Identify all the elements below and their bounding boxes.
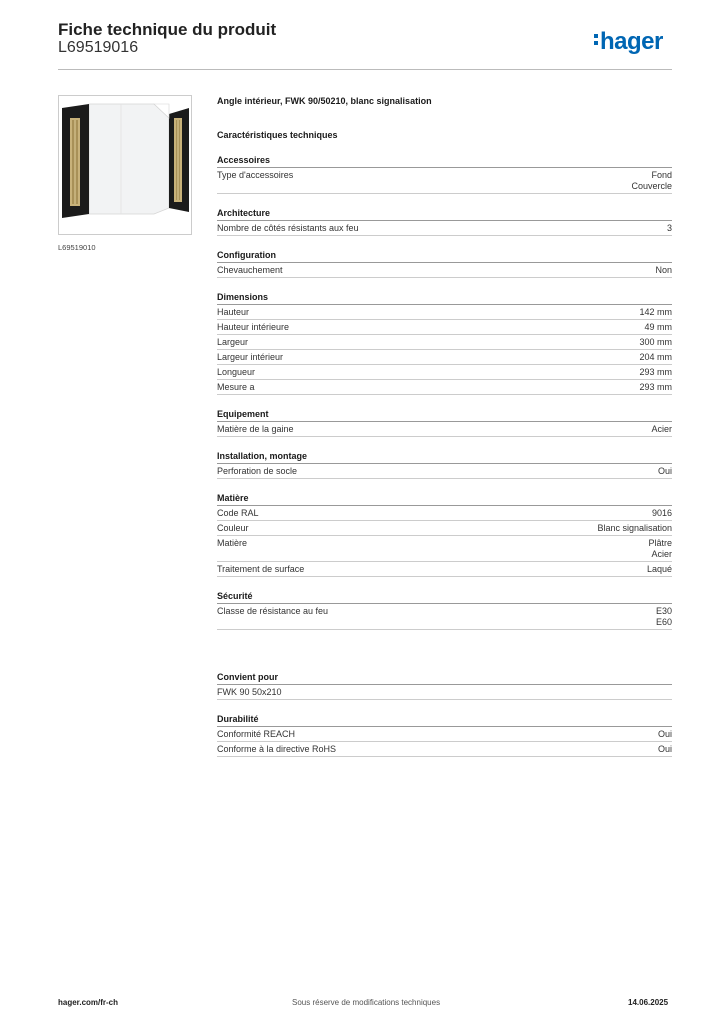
spec-value-line: 293 mm xyxy=(639,382,672,392)
extra-spec-groups xyxy=(217,671,672,757)
spec-label: Classe de résistance au feu xyxy=(217,606,329,616)
spec-value xyxy=(639,352,672,363)
spec-label: Matière de la gaine xyxy=(217,424,294,434)
group-heading: Sécurité xyxy=(217,590,672,604)
spec-row xyxy=(217,727,672,742)
spec-value xyxy=(639,307,672,318)
spec-value xyxy=(648,538,672,560)
product-code: L69519016 xyxy=(58,39,139,56)
spec-label: Traitement de surface xyxy=(217,564,305,574)
spec-label: Type d'accessoires xyxy=(217,170,294,180)
spacer xyxy=(217,630,672,658)
spec-value-line: 49 mm xyxy=(644,322,672,332)
spec-label: Hauteur xyxy=(217,307,250,317)
spec-group xyxy=(217,450,672,479)
spec-row xyxy=(217,168,672,194)
spec-row xyxy=(217,464,672,479)
product-illustration xyxy=(59,96,191,234)
spec-row xyxy=(217,422,672,437)
spec-row xyxy=(217,335,672,350)
spec-row xyxy=(217,742,672,757)
product-title: Angle intérieur, FWK 90/50210, blanc signalisation xyxy=(217,96,432,106)
group-heading: Architecture xyxy=(217,207,672,221)
spec-value-line: 142 mm xyxy=(639,307,672,317)
spec-groups xyxy=(217,154,672,630)
spec-row xyxy=(217,521,672,536)
spec-label: Longueur xyxy=(217,367,256,377)
spec-value-line: Fond xyxy=(651,170,672,180)
spec-value-line: Couvercle xyxy=(631,181,672,191)
spec-label: Couleur xyxy=(217,523,249,533)
spec-value xyxy=(658,729,672,740)
spec-value xyxy=(651,424,672,435)
spec-value-line: Laqué xyxy=(646,564,672,574)
spec-row xyxy=(217,221,672,236)
spec-row xyxy=(217,305,672,320)
spec-row xyxy=(217,685,672,700)
spec-label: Code RAL xyxy=(217,508,259,518)
spec-value xyxy=(656,606,672,628)
spec-row xyxy=(217,536,672,562)
spec-group xyxy=(217,671,672,700)
spec-value-line: 9016 xyxy=(651,508,672,518)
logo-text: hager xyxy=(600,28,663,55)
spec-group xyxy=(217,713,672,757)
spec-group xyxy=(217,249,672,278)
spec-label: Hauteur intérieure xyxy=(217,322,290,332)
section-heading: Caractéristiques techniques xyxy=(217,130,338,140)
spec-value-line: 300 mm xyxy=(639,337,672,347)
spec-value xyxy=(652,508,672,519)
group-heading: Convient pour xyxy=(217,671,672,685)
spec-value-line: 293 mm xyxy=(639,367,672,377)
spec-group xyxy=(217,154,672,194)
spec-value-line: Non xyxy=(655,265,672,275)
spec-value-line: Oui xyxy=(657,729,672,739)
spec-value-line: E60 xyxy=(655,617,672,627)
spec-value xyxy=(644,322,672,333)
spec-label: Largeur xyxy=(217,337,249,347)
spec-value xyxy=(667,223,672,234)
footer-disclaimer: Sous réserve de modifications techniques xyxy=(292,998,441,1007)
spec-value xyxy=(647,564,672,575)
spec-label: Largeur intérieur xyxy=(217,352,284,362)
spec-label: Matière xyxy=(217,538,248,548)
spec-group xyxy=(217,291,672,395)
group-heading: Equipement xyxy=(217,408,672,422)
spec-row xyxy=(217,604,672,630)
spec-value-line: E30 xyxy=(655,606,672,616)
spec-value-line: Blanc signalisation xyxy=(597,523,672,533)
header-divider xyxy=(58,69,672,70)
footer-website: hager.com/fr-ch xyxy=(58,998,119,1007)
page-title: Fiche technique du produit xyxy=(58,20,277,39)
spec-label: FWK 90 50x210 xyxy=(217,687,282,697)
spec-group xyxy=(217,492,672,577)
image-caption: L69519010 xyxy=(58,243,96,252)
spec-label: Conformité REACH xyxy=(217,729,296,739)
group-heading: Configuration xyxy=(217,249,672,263)
spec-row xyxy=(217,380,672,395)
spec-value xyxy=(655,265,672,276)
group-heading: Accessoires xyxy=(217,154,672,168)
spec-label: Mesure a xyxy=(217,382,255,392)
spec-group xyxy=(217,408,672,437)
spec-value xyxy=(639,337,672,348)
spec-row xyxy=(217,263,672,278)
group-heading: Durabilité xyxy=(217,713,672,727)
spec-label: Conforme à la directive RoHS xyxy=(217,744,337,754)
spec-label: Chevauchement xyxy=(217,265,283,275)
spec-value-line: Oui xyxy=(657,744,672,754)
spec-value-line: 204 mm xyxy=(639,352,672,362)
spec-value-line: Acier xyxy=(651,549,672,559)
spec-value-line: Oui xyxy=(657,466,672,476)
footer-date: 14.06.2025 xyxy=(628,998,669,1007)
spec-value-line: Plâtre xyxy=(648,538,672,548)
hager-logo xyxy=(594,28,663,56)
spec-value xyxy=(658,466,672,477)
spec-row xyxy=(217,350,672,365)
spec-row xyxy=(217,562,672,577)
spec-group xyxy=(217,207,672,236)
spec-value xyxy=(639,382,672,393)
spec-label: Nombre de côtés résistants aux feu xyxy=(217,223,359,233)
group-heading: Matière xyxy=(217,492,672,506)
spec-value xyxy=(597,523,672,534)
spec-group xyxy=(217,590,672,630)
spec-row xyxy=(217,365,672,380)
spec-value-line: 3 xyxy=(666,223,672,233)
product-image xyxy=(58,95,192,235)
spec-label: Perforation de socle xyxy=(217,466,298,476)
group-heading: Dimensions xyxy=(217,291,672,305)
spec-row xyxy=(217,506,672,521)
spec-value xyxy=(631,170,672,192)
group-heading: Installation, montage xyxy=(217,450,672,464)
spec-content xyxy=(217,95,672,757)
logo-colon-icon xyxy=(594,31,600,48)
spec-value xyxy=(658,744,672,755)
spec-value-line: Acier xyxy=(651,424,672,434)
spec-value xyxy=(639,367,672,378)
spec-row xyxy=(217,320,672,335)
